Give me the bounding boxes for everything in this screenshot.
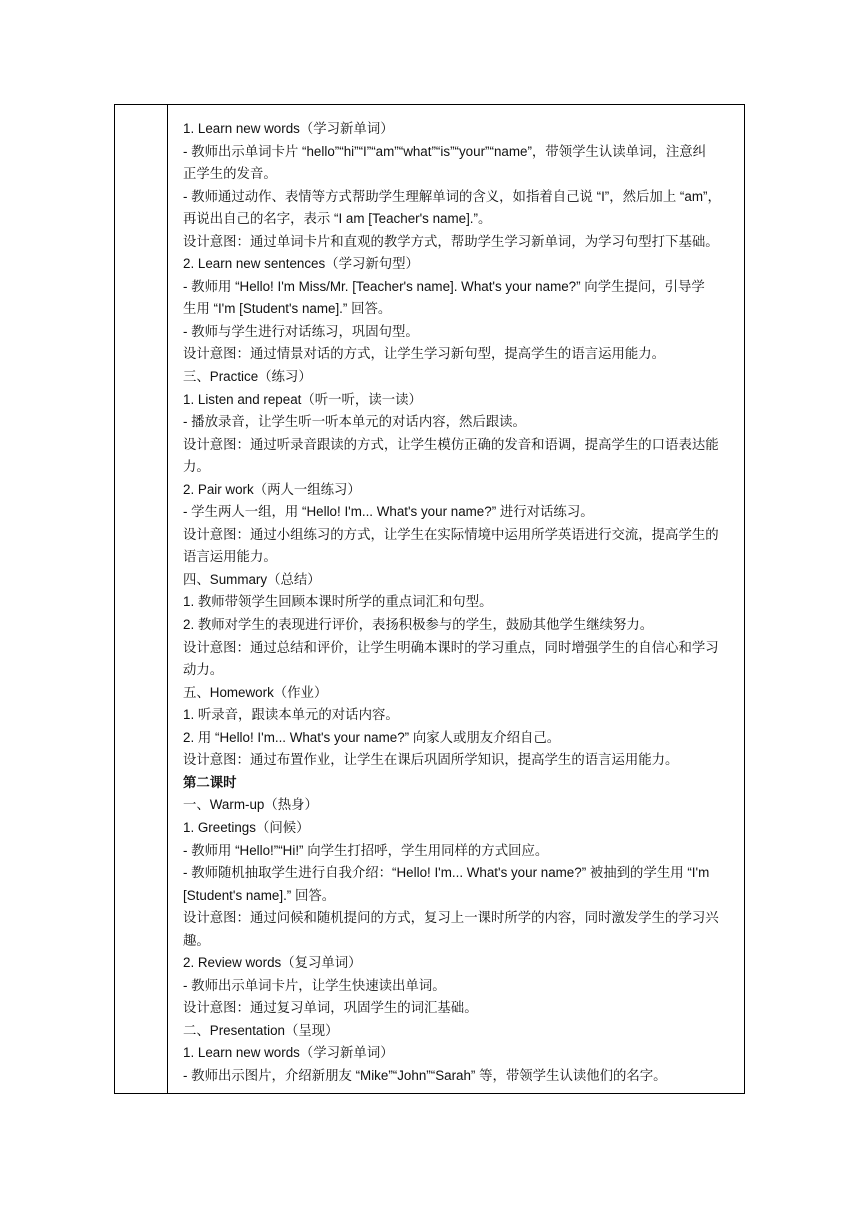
text-line: - 教师与学生进行对话练习，巩固句型。 (183, 323, 419, 339)
text-line: 设计意图：通过总结和评价，让学生明确本课时的学习重点，同时增强学生的自信心和学习 (183, 639, 719, 655)
table-content-cell (168, 105, 744, 1093)
text-line: 2. Learn new sentences（学习新句型） (183, 256, 419, 272)
text-line: - 教师随机抽取学生进行自我介绍：“Hello! I'm... What's your name?” 被抽到的学生用 “I'm (183, 865, 710, 881)
section-heading: 第二课时 (183, 774, 237, 790)
text-line: 1. Greetings（问候） (183, 819, 310, 835)
text-line: 设计意图：通过复习单词，巩固学生的词汇基础。 (183, 1000, 478, 1016)
text-line: - 教师出示单词卡片 “hello”“hi”“I”“am”“what”“is”“your”“name”，带领学生认读单词，注意纠 (183, 143, 706, 159)
text-line: 设计意图：通过单词卡片和直观的教学方式，帮助学生学习新单词，为学习句型打下基础。 (183, 233, 719, 249)
text-line: 生用 “I'm [Student's name].” 回答。 (183, 301, 392, 317)
text-line: - 教师出示图片，介绍新朋友 “Mike”“John”“Sarah” 等，带领学生认读他们的名字。 (183, 1067, 667, 1083)
text-line: 趣。 (183, 932, 210, 948)
text-line: 2. Pair work（两人一组练习） (183, 481, 361, 497)
text-line: 设计意图：通过问候和随机提问的方式，复习上一课时所学的内容，同时激发学生的学习兴 (183, 910, 719, 926)
text-line: - 学生两人一组，用 “Hello! I'm... What's your name?” 进行对话练习。 (183, 504, 594, 520)
text-line: 五、Homework（作业） (183, 684, 328, 700)
text-line: 1. Learn new words（学习新单词） (183, 1045, 394, 1061)
text-line: [Student's name].” 回答。 (183, 887, 336, 903)
text-line: - 教师通过动作、表情等方式帮助学生理解单词的含义，如指着自己说 “I”，然后加上 “am”， (183, 188, 721, 204)
text-line: 再说出自己的名字，表示 “I am [Teacher's name].”。 (183, 211, 492, 227)
text-line: 动力。 (183, 662, 224, 678)
text-line: 设计意图：通过听录音跟读的方式，让学生模仿正确的发音和语调，提高学生的口语表达能 (183, 436, 719, 452)
text-line: 二、Presentation（呈现） (183, 1022, 339, 1038)
text-line: - 教师用 “Hello! I'm Miss/Mr. [Teacher's name]. What's your name?” 向学生提问，引导学 (183, 278, 705, 294)
text-line: 1. Listen and repeat（听一听，读一读） (183, 391, 422, 407)
text-line: - 播放录音，让学生听一听本单元的对话内容，然后跟读。 (183, 414, 526, 430)
text-line: 设计意图：通过情景对话的方式，让学生学习新句型，提高学生的语言运用能力。 (183, 346, 666, 362)
text-line: 正学生的发音。 (183, 166, 277, 182)
text-line: 语言运用能力。 (183, 549, 277, 565)
text-line: 2. Review words（复习单词） (183, 955, 362, 971)
text-line: 四、Summary（总结） (183, 571, 321, 587)
text-line: 一、Warm-up（热身） (183, 797, 318, 813)
text-line: 1. Learn new words（学习新单词） (183, 121, 394, 136)
text-line: 设计意图：通过小组练习的方式，让学生在实际情境中运用所学英语进行交流，提高学生的 (183, 526, 719, 542)
text-line: 力。 (183, 459, 210, 475)
text-line: 1. 听录音，跟读本单元的对话内容。 (183, 707, 399, 723)
text-line: - 教师用 “Hello!”“Hi!” 向学生打招呼，学生用同样的方式回应。 (183, 842, 549, 858)
text-line: 2. 用 “Hello! I'm... What's your name?” 向家人或朋友介绍自己。 (183, 729, 561, 745)
text-line: 设计意图：通过布置作业，让学生在课后巩固所学知识，提高学生的语言运用能力。 (183, 752, 679, 768)
text-line: 2. 教师对学生的表现进行评价，表扬积极参与的学生，鼓励其他学生继续努力。 (183, 617, 654, 633)
text-line: 三、Practice（练习） (183, 369, 312, 385)
lesson-plan-table (114, 104, 745, 1094)
text-line: - 教师出示单词卡片，让学生快速读出单词。 (183, 977, 446, 993)
table-left-column (115, 105, 168, 1093)
text-line: 1. 教师带领学生回顾本课时所学的重点词汇和句型。 (183, 594, 493, 610)
